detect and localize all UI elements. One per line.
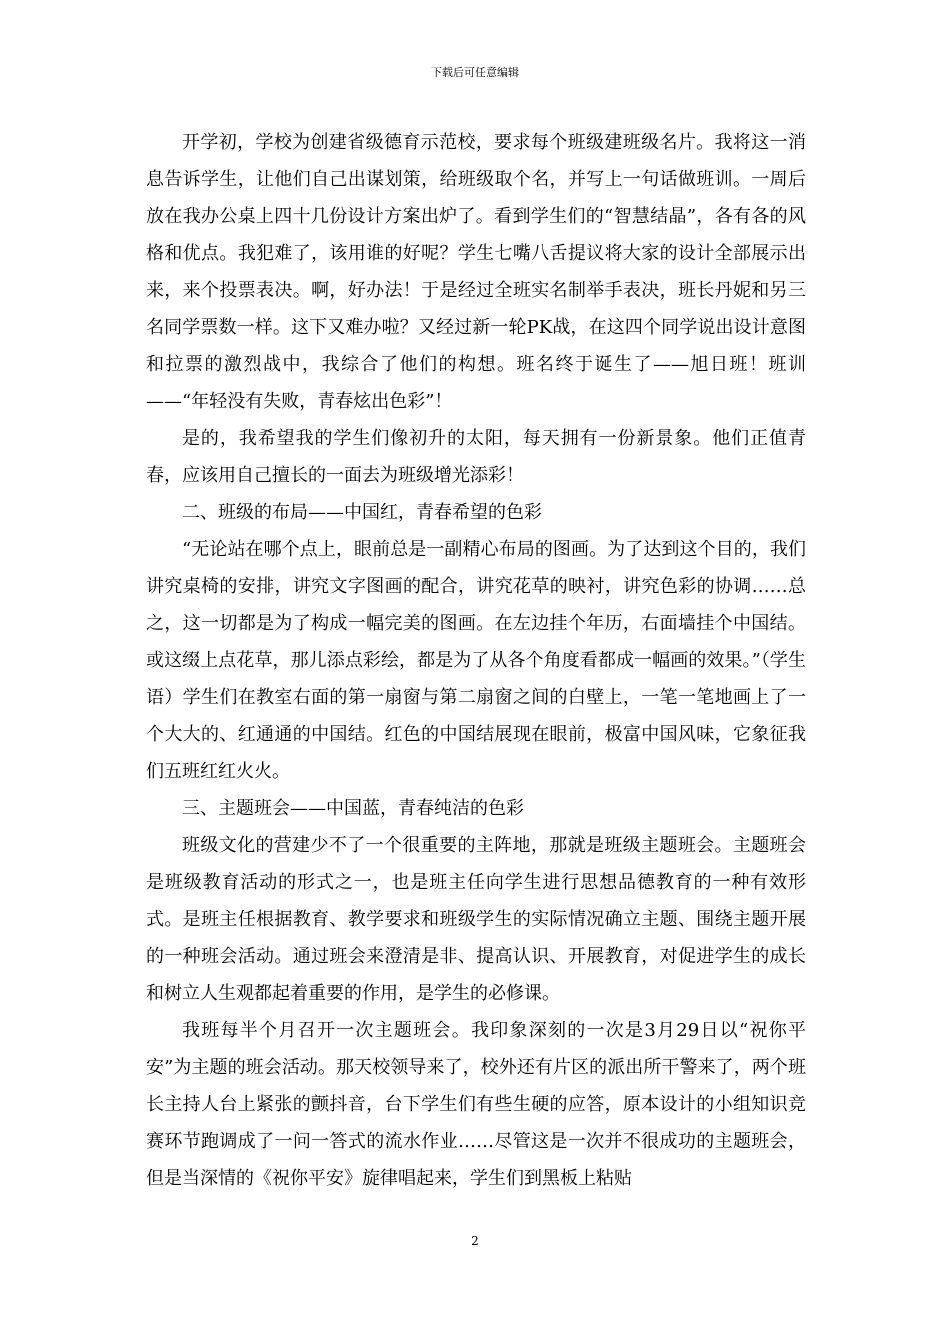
section-heading-theme-meeting: 三、主题班会——中国蓝，青春纯洁的色彩 [182,798,524,819]
section-heading-layout: 二、班级的布局——中国红，青春希望的色彩 [182,502,542,523]
page-header: 下载后可任意编辑 [431,66,519,79]
paragraph-safety-meeting: 我班每半个月召开一次主题班会。我印象深刻的一次是3月29日以“祝你平安”为主题的班会活动。那天校领导来了，校外还有片区的派出所干警来了，两个班长主持人台上紧张的颤抖音，台下学生们有些生硬的应答，原本设计的小组知识竞赛环节跑调成了一问一答式的流水作业……尽管这是一次并不很成功的主题班会，但是当深情的《祝你平安》旋律唱起来，学生们到黑板上粘贴 [146,1020,806,1189]
paragraph-classroom-layout: “无论站在哪个点上，眼前总是一副精心布局的图画。为了达到这个目的，我们讲究桌椅的安排，讲究文字图画的配合，讲究花草的映衬，讲究色彩的协调……总之，这一切都是为了构成一幅完美的图画。在左边挂个年历，右面墙挂个中国结。或这缀上点花草，那儿添点彩绘，都是为了从各个角度看都成一幅画的效果。”（学生语）学生们在教室右面的第一扇窗与第二扇窗之间的白壁上，一笔一笔地画上了一个大大的、红通通的中国结。红色的中国结展现在眼前，极富中国风味，它象征我们五班红红火火。 [146,539,806,782]
paragraph-class-naming: 开学初，学校为创建省级德育示范校，要求每个班级建班级名片。我将这一消息告诉学生，让他们自己出谋划策，给班级取个名，并写上一句话做班训。一周后放在我办公桌上四十几份设计方案出炉了。看到学生们的“智慧结晶”，各有各的风格和优点。我犯难了，该用谁的好呢？学生七嘴八舌提议将大家的设计全部展示出来，来个投票表决。啊，好办法！于是经过全班实名制举手表决，班长丹妮和另三名同学票数一样。这下又难办啦？又经过新一轮PK战，在这四个同学说出设计意图和拉票的激烈战中，我综合了他们的构想。班名终于诞生了——旭日班！班训——“年轻没有失败，青春炫出色彩”！ [146,132,806,412]
page-number: 2 [471,1234,479,1248]
paragraph-rising-sun: 是的，我希望我的学生们像初升的太阳，每天拥有一份新景象。他们正值青春，应该用自己擅长的一面去为班级增光添彩！ [146,428,806,486]
document-body [146,124,806,1197]
paragraph-theme-meeting: 班级文化的营建少不了一个很重要的主阵地，那就是班级主题班会。主题班会是班级教育活动的形式之一，也是班主任向学生进行思想品德教育的一种有效形式。是班主任根据教育、教学要求和班级学生的实际情况确立主题、围绕主题开展的一种班会活动。通过班会来澄清是非、提高认识、开展教育，对促进学生的成长和树立人生观都起着重要的作用，是学生的必修课。 [146,835,806,1004]
